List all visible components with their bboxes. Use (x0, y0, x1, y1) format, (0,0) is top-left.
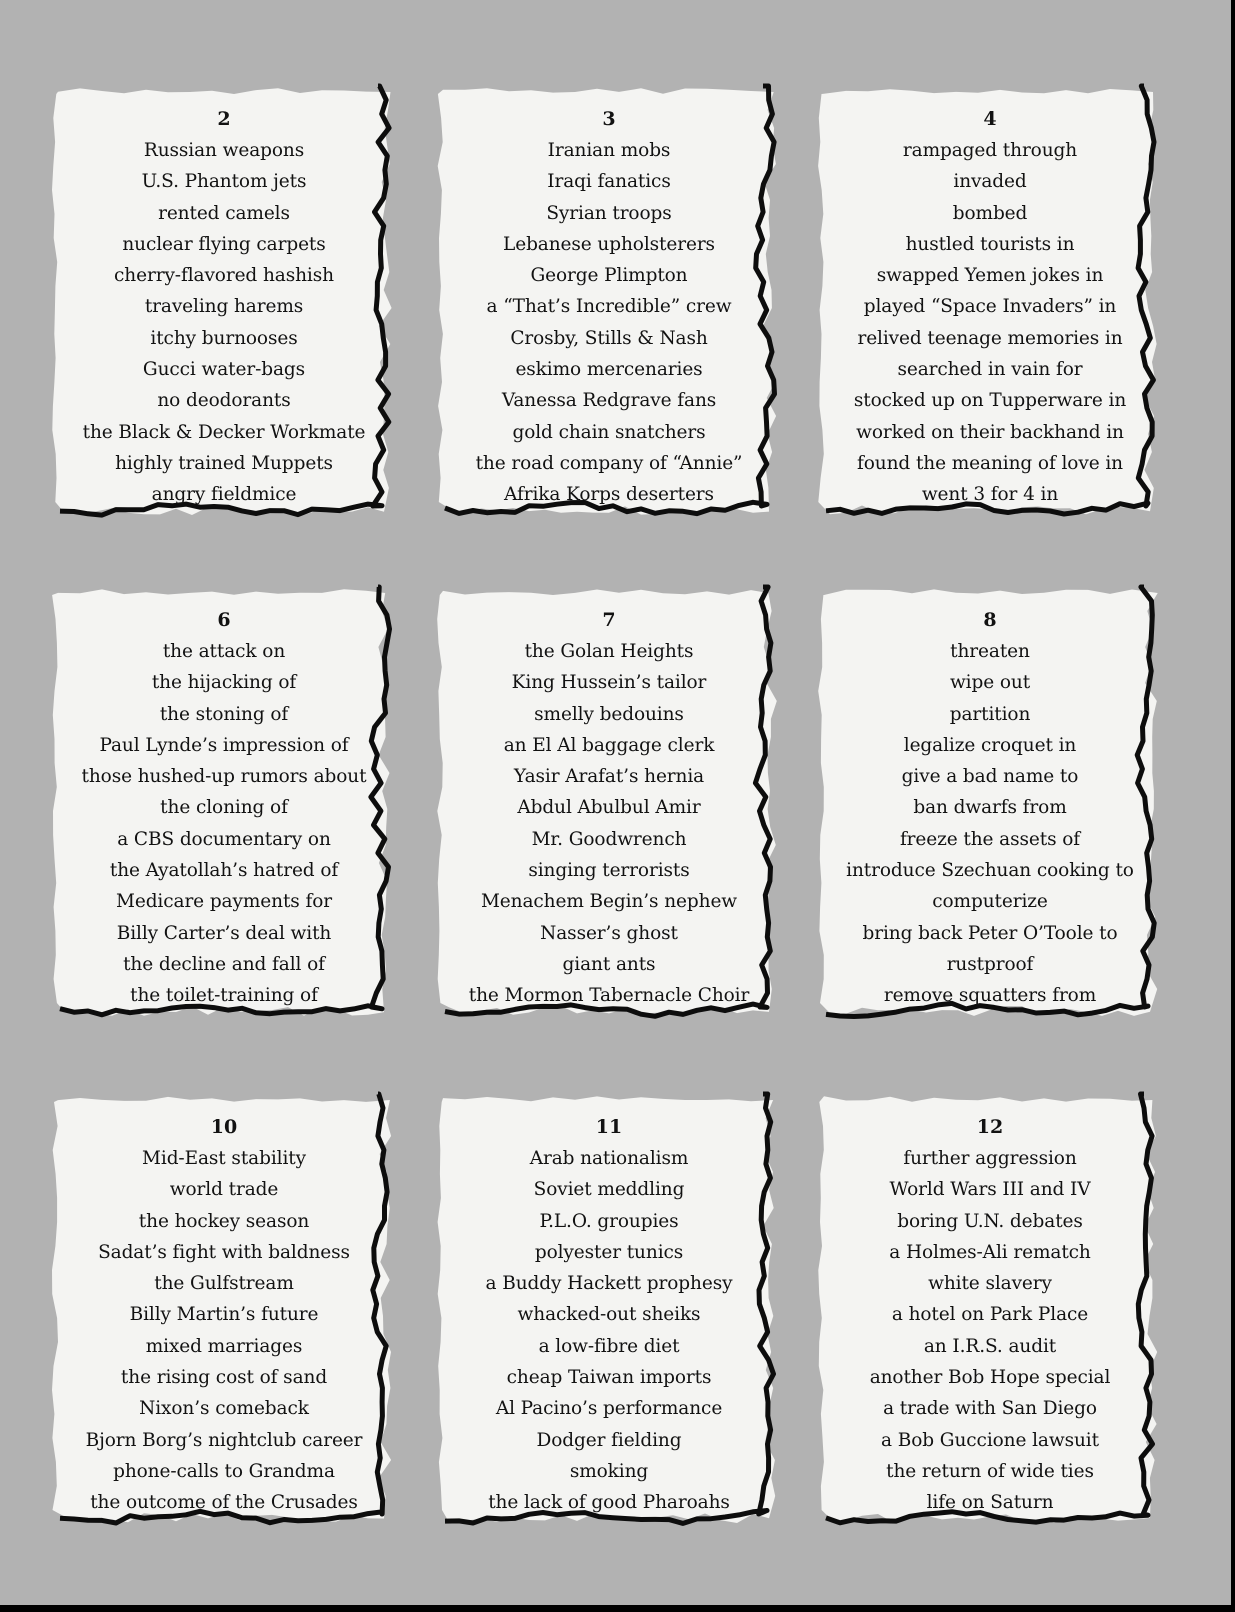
card-8 (814, 583, 1166, 1023)
card-item: Sadat’s fight with baldness (98, 1241, 350, 1263)
card-item: freeze the assets of (899, 828, 1081, 850)
card-item: eskimo mercenaries (515, 359, 703, 381)
card-item: traveling harems (144, 296, 304, 318)
card-item: Menachem Begin’s nephew (480, 891, 738, 913)
card-item: the Mormon Tabernacle Choir (468, 985, 750, 1007)
card-item: the return of wide ties (886, 1460, 1094, 1482)
card-item: a low-fibre diet (538, 1335, 680, 1357)
card-number: 6 (217, 609, 231, 631)
card-item: a “That’s Incredible” crew (486, 296, 732, 318)
card-item: world trade (169, 1179, 279, 1201)
card-item: bombed (952, 202, 1028, 224)
card-item: computerize (932, 891, 1048, 913)
card-item: the toilet-training of (130, 985, 318, 1007)
card-item: Mid-East stability (142, 1148, 306, 1169)
card-item: went 3 for 4 in (921, 484, 1059, 506)
card-item-list (48, 135, 400, 511)
card-10 (48, 1090, 400, 1530)
card-item: remove squatters from (883, 985, 1097, 1007)
card-7 (433, 583, 785, 1023)
card-number: 7 (602, 609, 616, 631)
card-item: searched in vain for (897, 359, 1083, 381)
card-item: Vanessa Redgrave fans (501, 390, 717, 412)
card-item: a hotel on Park Place (891, 1304, 1089, 1326)
card-item: Billy Martin’s future (129, 1304, 319, 1326)
card-item: rustproof (946, 953, 1034, 975)
card-3 (433, 82, 785, 522)
card-item: the stoning of (159, 703, 289, 725)
card-item: the attack on (162, 641, 286, 662)
card-item: worked on their backhand in (856, 421, 1124, 443)
card-item: invaded (953, 171, 1027, 193)
card-item: an El Al baggage clerk (503, 734, 715, 756)
card-item: a Bob Guccione lawsuit (881, 1429, 1099, 1451)
card-item: swapped Yemen jokes in (876, 265, 1104, 287)
card-item: Afrika Korps deserters (504, 484, 714, 506)
card-item: the hockey season (138, 1210, 310, 1232)
card-item: the cloning of (160, 797, 288, 819)
card-item: an I.R.S. audit (923, 1335, 1057, 1357)
card-item-list (814, 135, 1166, 511)
card-item: stocked up on Tupperware in (853, 390, 1127, 412)
card-item: further aggression (903, 1148, 1077, 1169)
card-item: Russian weapons (143, 140, 305, 161)
card-item-list (433, 636, 785, 1012)
card-item: Soviet meddling (533, 1179, 685, 1201)
card-item: bring back Peter O’Toole to (862, 922, 1118, 944)
card-item: Bjorn Borg’s nightclub career (85, 1429, 363, 1451)
card-item: threaten (950, 641, 1030, 662)
card-item: no deodorants (157, 390, 291, 412)
card-item: Mr. Goodwrench (531, 828, 687, 850)
card-number: 4 (983, 108, 997, 130)
card-item: Iranian mobs (547, 140, 671, 161)
card-number: 2 (217, 108, 231, 130)
card-item: Yasir Arafat’s hernia (513, 766, 705, 788)
card-item: the Golan Heights (524, 641, 694, 662)
card-item: a Holmes-Ali rematch (889, 1241, 1091, 1263)
card-item: King Hussein’s tailor (511, 672, 707, 694)
card-item: the decline and fall of (123, 953, 325, 975)
card-12 (814, 1090, 1166, 1530)
card-item: another Bob Hope special (869, 1367, 1111, 1389)
card-item: partition (949, 703, 1031, 725)
card-item: Gucci water-bags (142, 359, 306, 381)
card-item: the Black & Decker Workmate (82, 421, 366, 443)
card-item: Lebanese upholsterers (503, 233, 715, 255)
card-item: introduce Szechuan cooking to (846, 860, 1134, 882)
card-4 (814, 82, 1166, 522)
card-item: a Buddy Hackett prophesy (485, 1273, 733, 1295)
card-item: the hijacking of (151, 672, 297, 694)
card-number: 11 (595, 1116, 623, 1138)
card-item: the lack of good Pharoahs (488, 1492, 730, 1514)
card-number: 12 (976, 1116, 1004, 1138)
card-item: Billy Carter’s deal with (116, 922, 332, 944)
card-number: 8 (983, 609, 997, 631)
card-item: Dodger fielding (536, 1429, 682, 1451)
card-item: whacked-out sheiks (517, 1304, 701, 1326)
card-item: the Gulfstream (154, 1273, 294, 1295)
card-item-list (433, 1143, 785, 1519)
card-item-list (48, 636, 400, 1012)
card-item: wipe out (949, 672, 1031, 694)
card-item: the outcome of the Crusades (90, 1492, 358, 1514)
card-item: Abdul Abulbul Amir (517, 797, 701, 819)
card-item: the Ayatollah’s hatred of (109, 860, 339, 882)
card-item: George Plimpton (530, 265, 688, 287)
card-item: the road company of “Annie” (475, 452, 743, 474)
card-item-list (48, 1143, 400, 1519)
card-item: Paul Lynde’s impression of (99, 734, 349, 756)
card-item: P.L.O. groupies (539, 1210, 679, 1232)
card-item: mixed marriages (145, 1335, 303, 1357)
card-item-list (814, 1143, 1166, 1519)
card-item: found the meaning of love in (857, 452, 1123, 474)
card-item: singing terrorists (528, 860, 690, 882)
card-item: those hushed-up rumors about (81, 766, 367, 788)
card-item: Medicare payments for (116, 891, 332, 913)
card-item: phone-calls to Grandma (113, 1460, 335, 1482)
card-number: 3 (602, 108, 616, 130)
card-item: nuclear flying carpets (122, 233, 326, 255)
card-item: Crosby, Stills & Nash (510, 327, 708, 349)
card-item: polyester tunics (534, 1241, 684, 1263)
card-2 (48, 82, 400, 522)
card-item: Arab nationalism (529, 1148, 689, 1169)
card-item: smoking (569, 1460, 649, 1482)
card-item: Syrian troops (546, 202, 672, 224)
card-item: giant ants (562, 953, 656, 975)
card-item: a trade with San Diego (883, 1398, 1097, 1420)
card-item-list (814, 636, 1166, 1012)
card-item: highly trained Muppets (115, 452, 333, 474)
card-item: gold chain snatchers (512, 421, 706, 443)
card-item: ban dwarfs from (913, 797, 1067, 819)
card-item: World Wars III and IV (889, 1179, 1091, 1201)
card-item: Al Pacino’s performance (495, 1398, 723, 1420)
card-item: rented camels (158, 202, 290, 224)
card-item: life on Saturn (926, 1492, 1054, 1514)
card-item: give a bad name to (901, 766, 1079, 788)
card-6 (48, 583, 400, 1023)
card-item: Nixon’s comeback (139, 1398, 309, 1420)
card-item: U.S. Phantom jets (141, 171, 307, 193)
card-item-list (433, 135, 785, 511)
card-11 (433, 1090, 785, 1530)
card-item: cherry-flavored hashish (114, 265, 334, 287)
card-item: Iraqi fanatics (547, 171, 671, 193)
card-item: hustled tourists in (905, 233, 1075, 255)
card-item: played “Space Invaders” in (863, 296, 1117, 318)
card-item: cheap Taiwan imports (506, 1367, 712, 1389)
card-item: rampaged through (902, 140, 1078, 161)
card-item: smelly bedouins (534, 703, 684, 725)
card-item: boring U.N. debates (897, 1210, 1083, 1232)
card-item: the rising cost of sand (120, 1367, 328, 1389)
card-item: a CBS documentary on (117, 828, 331, 850)
card-item: itchy burnooses (150, 327, 298, 349)
card-item: legalize croquet in (903, 734, 1077, 756)
card-item: white slavery (928, 1273, 1052, 1295)
card-number: 10 (210, 1116, 238, 1138)
card-item: angry fieldmice (151, 484, 297, 506)
card-item: Nasser’s ghost (540, 922, 678, 944)
card-item: relived teenage memories in (857, 327, 1123, 349)
